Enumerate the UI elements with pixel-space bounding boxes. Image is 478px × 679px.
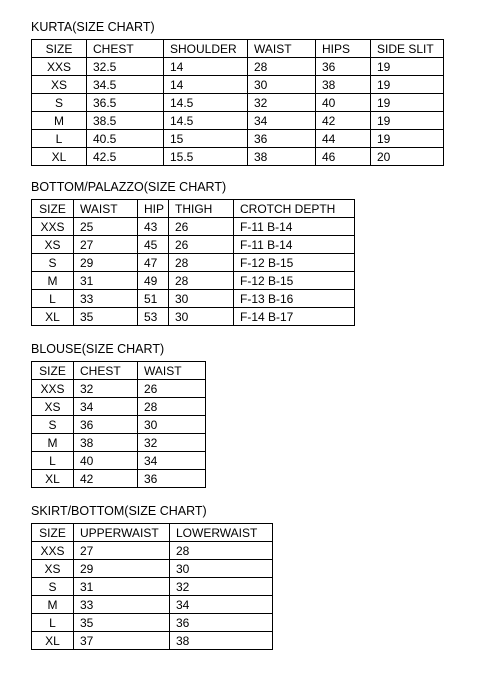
table-row xyxy=(32,130,444,148)
table-row xyxy=(32,614,273,632)
table-cell: 19 xyxy=(371,58,444,76)
header-cell: WAIST xyxy=(138,362,206,380)
table-cell: S xyxy=(32,254,74,272)
kurta-title: KURTA(SIZE CHART) xyxy=(31,20,155,34)
table-row xyxy=(32,272,355,290)
table-cell: 38 xyxy=(248,148,316,166)
table-cell: 27 xyxy=(74,236,138,254)
table-cell: L xyxy=(32,290,74,308)
header-cell: CROTCH DEPTH xyxy=(234,200,355,218)
table-cell: M xyxy=(32,112,87,130)
table-cell: 25 xyxy=(74,218,138,236)
table-cell: 36 xyxy=(170,614,273,632)
header-cell: SIZE xyxy=(32,200,74,218)
table-cell: M xyxy=(32,434,74,452)
table-cell: 36 xyxy=(74,416,138,434)
table-cell: 40 xyxy=(74,452,138,470)
table-cell: S xyxy=(32,578,74,596)
header-cell: THIGH xyxy=(169,200,234,218)
table-row xyxy=(32,58,444,76)
header-cell: LOWERWAIST xyxy=(170,524,273,542)
table-cell: 35 xyxy=(74,308,138,326)
table-cell: 19 xyxy=(371,112,444,130)
table-cell: XXS xyxy=(32,542,74,560)
header-cell: CHEST xyxy=(87,40,164,58)
table-cell: XXS xyxy=(32,58,87,76)
table-cell: 28 xyxy=(169,272,234,290)
header-row xyxy=(32,200,355,218)
header-cell: SIZE xyxy=(32,362,74,380)
table-cell: F-11 B-14 xyxy=(234,218,355,236)
table-cell: 32 xyxy=(138,434,206,452)
table-cell: 32 xyxy=(248,94,316,112)
table-cell: 26 xyxy=(169,236,234,254)
table-cell: 36 xyxy=(138,470,206,488)
table-row xyxy=(32,290,355,308)
table-row xyxy=(32,398,206,416)
table-cell: L xyxy=(32,614,74,632)
skirt-bottom-size-table xyxy=(31,523,273,650)
table-cell: 35 xyxy=(74,614,170,632)
table-cell: XS xyxy=(32,560,74,578)
header-cell: SIZE xyxy=(32,524,74,542)
table-cell: M xyxy=(32,596,74,614)
table-cell: 34 xyxy=(74,398,138,416)
table-cell: 43 xyxy=(138,218,169,236)
table-cell: 37 xyxy=(74,632,170,650)
bottom-palazzo-size-table xyxy=(31,199,355,326)
table-cell: 53 xyxy=(138,308,169,326)
table-cell: 15.5 xyxy=(164,148,248,166)
table-cell: 34.5 xyxy=(87,76,164,94)
table-cell: 49 xyxy=(138,272,169,290)
table-cell: 31 xyxy=(74,578,170,596)
table-cell: 15 xyxy=(164,130,248,148)
header-cell: SIDE SLIT xyxy=(371,40,444,58)
table-cell: 46 xyxy=(316,148,371,166)
table-cell: XL xyxy=(32,632,74,650)
table-cell: 34 xyxy=(138,452,206,470)
table-cell: XL xyxy=(32,470,74,488)
table-cell: 44 xyxy=(316,130,371,148)
table-cell: 40.5 xyxy=(87,130,164,148)
table-cell: F-12 B-15 xyxy=(234,254,355,272)
header-row xyxy=(32,40,444,58)
skirt-bottom-title: SKIRT/BOTTOM(SIZE CHART) xyxy=(31,504,207,518)
table-row xyxy=(32,470,206,488)
table-row xyxy=(32,434,206,452)
table-cell: 30 xyxy=(138,416,206,434)
table-cell: S xyxy=(32,94,87,112)
table-cell: 28 xyxy=(169,254,234,272)
table-cell: XS xyxy=(32,76,87,94)
table-cell: 19 xyxy=(371,76,444,94)
table-cell: 38 xyxy=(74,434,138,452)
table-cell: 32.5 xyxy=(87,58,164,76)
table-row xyxy=(32,218,355,236)
table-row xyxy=(32,542,273,560)
bottom-palazzo-title: BOTTOM/PALAZZO(SIZE CHART) xyxy=(31,180,227,194)
table-row xyxy=(32,254,355,272)
table-cell: S xyxy=(32,416,74,434)
table-cell: F-11 B-14 xyxy=(234,236,355,254)
blouse-title: BLOUSE(SIZE CHART) xyxy=(31,342,165,356)
table-cell: 36.5 xyxy=(87,94,164,112)
table-cell: L xyxy=(32,130,87,148)
table-cell: 28 xyxy=(138,398,206,416)
table-cell: 33 xyxy=(74,290,138,308)
table-row xyxy=(32,380,206,398)
table-cell: XXS xyxy=(32,218,74,236)
table-row xyxy=(32,94,444,112)
table-cell: 19 xyxy=(371,130,444,148)
header-cell: CHEST xyxy=(74,362,138,380)
table-cell: 42 xyxy=(74,470,138,488)
table-cell: 30 xyxy=(169,290,234,308)
table-cell: 28 xyxy=(170,542,273,560)
blouse-size-table xyxy=(31,361,206,488)
table-row xyxy=(32,632,273,650)
table-cell: 26 xyxy=(138,380,206,398)
table-cell: 33 xyxy=(74,596,170,614)
table-cell: 29 xyxy=(74,560,170,578)
table-row xyxy=(32,112,444,130)
table-cell: 31 xyxy=(74,272,138,290)
table-cell: 29 xyxy=(74,254,138,272)
header-cell: WAIST xyxy=(248,40,316,58)
table-cell: XL xyxy=(32,148,87,166)
table-cell: 36 xyxy=(316,58,371,76)
table-cell: 28 xyxy=(248,58,316,76)
table-cell: XS xyxy=(32,236,74,254)
table-cell: 38.5 xyxy=(87,112,164,130)
table-cell: 38 xyxy=(316,76,371,94)
kurta-size-table xyxy=(31,39,444,166)
table-cell: 30 xyxy=(170,560,273,578)
table-cell: XXS xyxy=(32,380,74,398)
header-row xyxy=(32,524,273,542)
table-cell: 40 xyxy=(316,94,371,112)
table-row xyxy=(32,308,355,326)
table-cell: F-13 B-16 xyxy=(234,290,355,308)
table-cell: F-14 B-17 xyxy=(234,308,355,326)
table-row xyxy=(32,560,273,578)
table-cell: 14.5 xyxy=(164,112,248,130)
table-cell: 20 xyxy=(371,148,444,166)
header-cell: SHOULDER xyxy=(164,40,248,58)
table-row xyxy=(32,236,355,254)
table-row xyxy=(32,148,444,166)
table-cell: 14 xyxy=(164,76,248,94)
table-cell: XL xyxy=(32,308,74,326)
header-cell: SIZE xyxy=(32,40,87,58)
header-cell: HIP xyxy=(138,200,169,218)
table-cell: 30 xyxy=(169,308,234,326)
table-cell: 14 xyxy=(164,58,248,76)
table-cell: 26 xyxy=(169,218,234,236)
table-row xyxy=(32,578,273,596)
header-cell: HIPS xyxy=(316,40,371,58)
table-cell: 32 xyxy=(170,578,273,596)
table-row xyxy=(32,452,206,470)
table-cell: 42.5 xyxy=(87,148,164,166)
table-row xyxy=(32,76,444,94)
header-cell: WAIST xyxy=(74,200,138,218)
table-cell: M xyxy=(32,272,74,290)
table-cell: 19 xyxy=(371,94,444,112)
table-cell: L xyxy=(32,452,74,470)
table-cell: F-12 B-15 xyxy=(234,272,355,290)
table-cell: 14.5 xyxy=(164,94,248,112)
table-cell: 47 xyxy=(138,254,169,272)
table-cell: 34 xyxy=(170,596,273,614)
table-cell: XS xyxy=(32,398,74,416)
table-cell: 34 xyxy=(248,112,316,130)
table-cell: 51 xyxy=(138,290,169,308)
table-cell: 27 xyxy=(74,542,170,560)
table-cell: 32 xyxy=(74,380,138,398)
table-cell: 42 xyxy=(316,112,371,130)
header-row xyxy=(32,362,206,380)
table-row xyxy=(32,416,206,434)
table-cell: 45 xyxy=(138,236,169,254)
table-cell: 38 xyxy=(170,632,273,650)
table-cell: 30 xyxy=(248,76,316,94)
table-cell: 36 xyxy=(248,130,316,148)
table-row xyxy=(32,596,273,614)
header-cell: UPPERWAIST xyxy=(74,524,170,542)
